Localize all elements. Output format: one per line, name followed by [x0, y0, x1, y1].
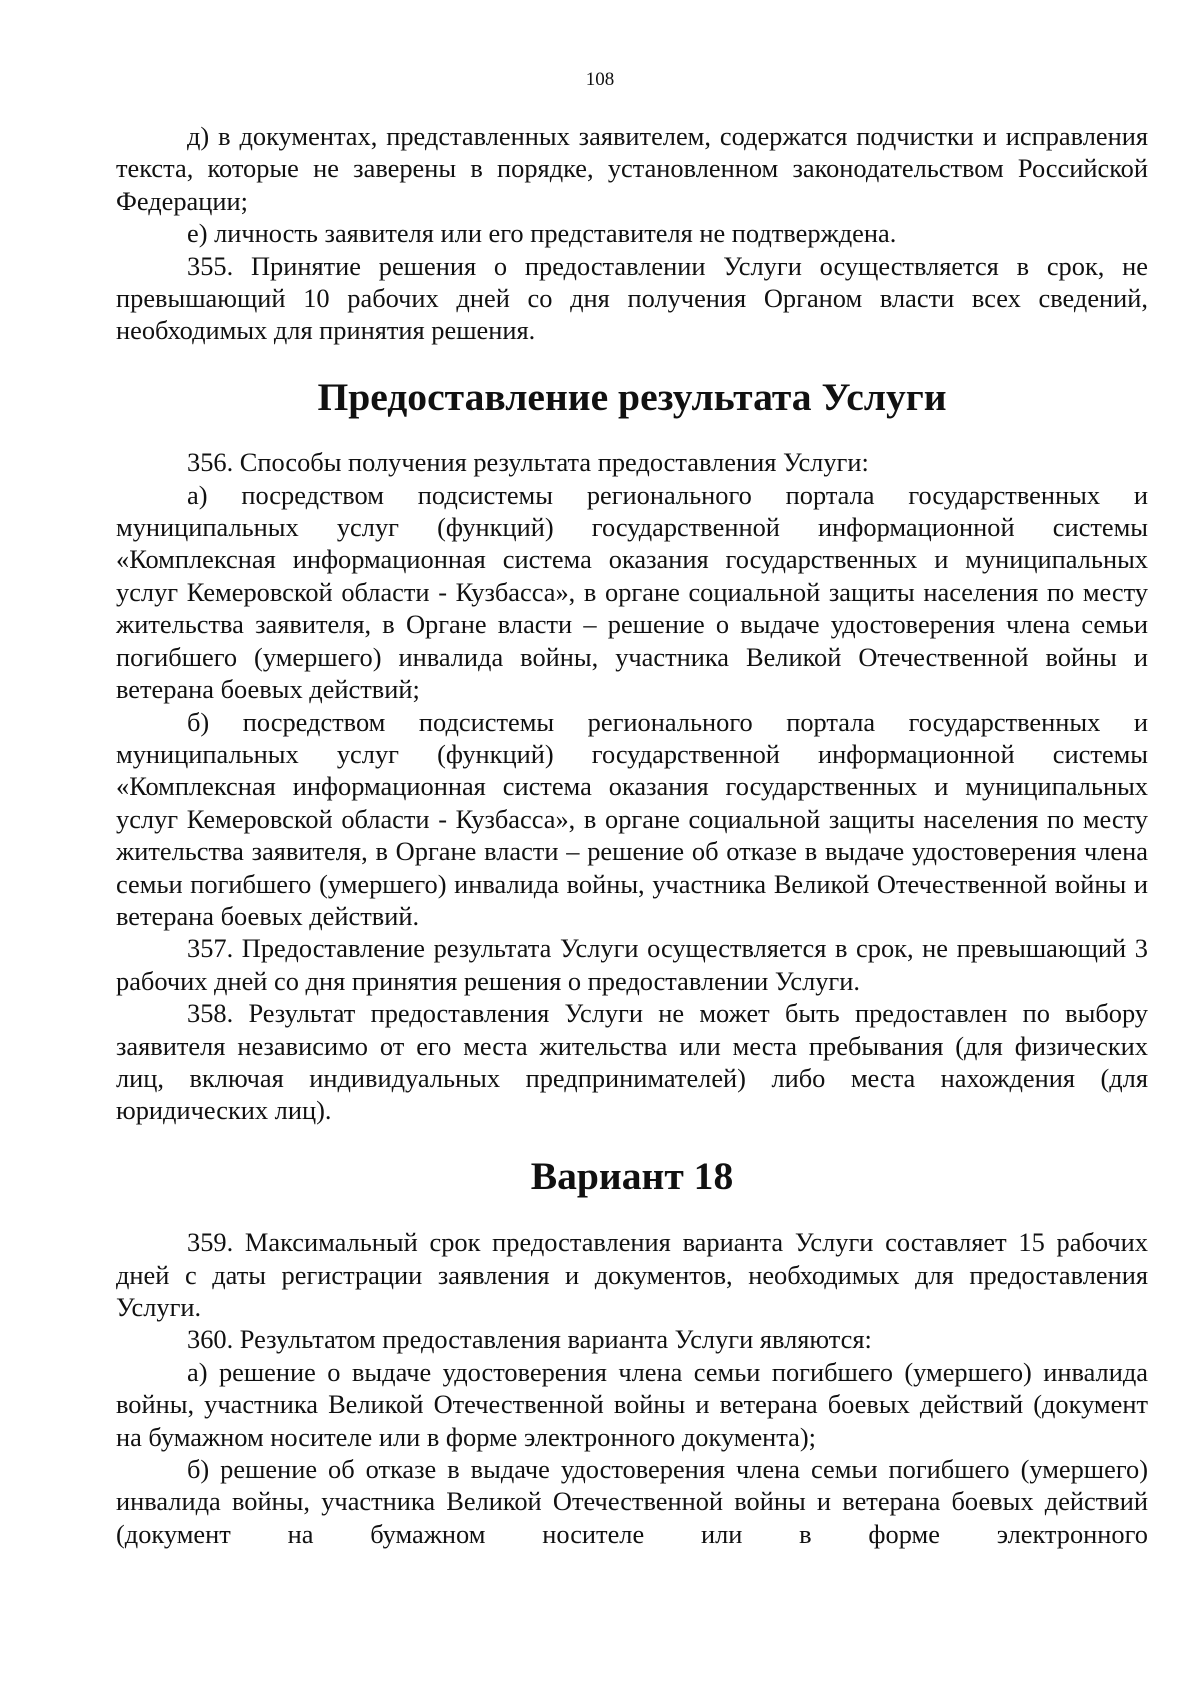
paragraph-360-a: а) решение о выдаче удостоверения члена семьи погибшего (умершего) инвалида войны, участника Великой Отечественной войны и ветерана боевых действий (документ на бумажном носителе или в форме электронного документа);	[116, 1356, 1148, 1452]
paragraph-360-b: б) решение об отказе в выдаче удостоверения члена семьи погибшего (умершего) инвалида войны, участника Великой Отечественной войны и ветерана боевых действий (документ на бумажном носителе или в форме электронного	[116, 1454, 1148, 1549]
paragraph-item-e: е) личность заявителя или его представителя не подтверждена.	[187, 218, 897, 249]
section-heading-result: Предоставление результата Услуги	[317, 374, 947, 419]
paragraph-item-d: д) в документах, представленных заявителем, содержатся подчистки и исправления текста, которые не заверены в порядке, установленном законодательством Российской Федерации;	[116, 121, 1148, 216]
paragraph-355: 355. Принятие решения о предоставлении Услуги осуществляется в срок, не превышающий 10 рабочих дней со дня получения Органом власти всех сведений, необходимых для принятия решения.	[116, 250, 1148, 346]
document-body	[116, 120, 1148, 1550]
paragraph-359: 359. Максимальный срок предоставления варианта Услуги составляет 15 рабочих дней с даты регистрации заявления и документов, необходимых для предоставления Услуги.	[116, 1227, 1148, 1322]
paragraph-356-b: б) посредством подсистемы регионального портала государственных и муниципальных услуг (функций) государственной информационной системы «Комплексная информационная система оказания государственных и муниципальных услуг Кемеровской области - Кузбасса», в органе социальной защиты населения по месту жительства заявителя, в Органе власти – решение об отказе в выдаче удостоверения члена семьи погибшего (умершего) инвалида войны, участника Великой Отечественной войны и ветерана боевых действий.	[116, 706, 1148, 931]
paragraph-357: 357. Предоставление результата Услуги осуществляется в срок, не превышающий 3 рабочих дней со дня принятия решения о предоставлении Услуги.	[116, 933, 1148, 996]
paragraph-356: 356. Способы получения результата предоставления Услуги:	[187, 447, 869, 478]
paragraph-358: 358. Результат предоставления Услуги не может быть предоставлен по выбору заявителя независимо от его места жительства или места пребывания (для физических лиц, включая индивидуальных предпринимателей) либо места нахождения (для юридических лиц).	[116, 998, 1148, 1126]
page-number: 108	[585, 69, 615, 90]
paragraph-360: 360. Результатом предоставления варианта Услуги являются:	[187, 1324, 872, 1355]
section-heading-variant-18: Вариант 18	[530, 1153, 734, 1198]
paragraph-356-a: а) посредством подсистемы регионального портала государственных и муниципальных услуг (функций) государственной информационной системы «Комплексная информационная система оказания государственных и муниципальных услуг Кемеровской области - Кузбасса», в органе социальной защиты населения по месту жительства заявителя, в Органе власти – решение о выдаче удостоверения члена семьи погибшего (умершего) инвалида войны, участника Великой Отечественной войны и ветерана боевых действий;	[116, 479, 1148, 705]
